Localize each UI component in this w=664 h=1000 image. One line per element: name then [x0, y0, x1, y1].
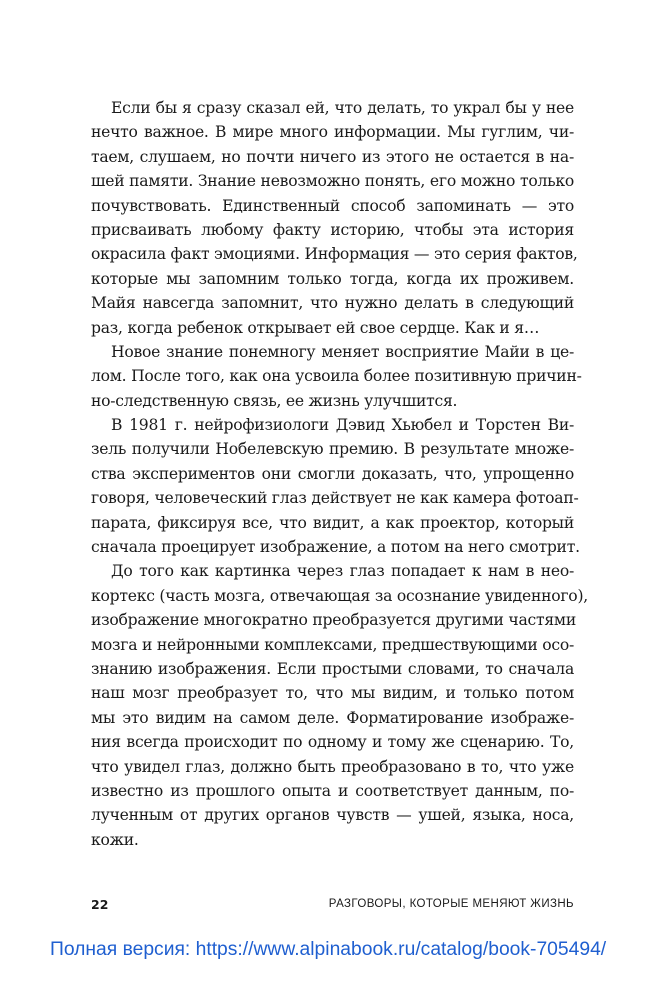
text-line: которые мы запомним только тогда, когда их проживем. — [91, 269, 574, 288]
text-line: зель получили Нобелевскую премию. В результате множе- — [91, 440, 574, 459]
text-line: известно из прошлого опыта и соответствует данным, по- — [91, 781, 574, 800]
text-line: В 1981 г. нейрофизиологи Дэвид Хьюбел и Торстен Ви- — [111, 416, 574, 435]
text-line: шей памяти. Знание невозможно понять, его можно только — [91, 172, 574, 191]
running-title: РАЗГОВОРЫ, КОТОРЫЕ МЕНЯЮТ ЖИЗНЬ — [328, 898, 574, 910]
page-number: 22 — [91, 897, 109, 912]
text-line: кожи. — [91, 830, 139, 849]
text-line: лученным от других органов чувств — ушей, языка, носа, — [91, 806, 574, 825]
page-body-text — [91, 96, 588, 852]
text-line: окрасила факт эмоциями. Информация — это серия фактов, — [91, 245, 578, 264]
text-line: кортекс (часть мозга, отвечающая за осознание увиденного), — [91, 586, 588, 605]
text-line: присваивать любому факту историю, чтобы эта история — [91, 220, 574, 239]
text-line: таем, слушаем, но почти ничего из этого не остается в на- — [91, 147, 574, 166]
text-line: лом. После того, как она усвоила более позитивную причин- — [91, 367, 582, 386]
text-line: ния всегда происходит по одному и тому же сценарию. То, — [91, 733, 574, 752]
text-line: наш мозг преобразует то, что мы видим, и только потом — [91, 684, 574, 703]
text-line: мозга и нейронными комплексами, предшествующими осо- — [91, 635, 574, 654]
text-line: Если бы я сразу сказал ей, что делать, то украл бы у нее — [111, 99, 574, 117]
text-line: сначала проецирует изображение, а потом на него смотрит. — [91, 538, 580, 557]
text-line: что увидел глаз, должно быть преобразовано в то, что уже — [91, 757, 574, 776]
text-line: изображение многократно преобразуется другими частями — [91, 611, 576, 630]
text-line: знанию изображения. Если простыми словами, то сначала — [91, 659, 574, 678]
full-version-link[interactable]: Полная версия: https://www.alpinabook.ru/catalog/book-705494/ — [50, 939, 607, 960]
text-line: говоря, человеческий глаз действует не как камера фотоап- — [91, 489, 579, 508]
text-line: До того как картинка через глаз попадает к нам в нео- — [111, 562, 574, 581]
text-line: раз, когда ребенок открывает ей свое сердце. Как и я… — [91, 318, 540, 337]
text-line: но-следственную связь, ее жизнь улучшится. — [91, 391, 458, 410]
text-line: Майя навсегда запомнит, что нужно делать в следующий — [91, 294, 574, 313]
text-line: Новое знание понемногу меняет восприятие Майи в це- — [111, 342, 574, 361]
text-line: мы это видим на самом деле. Форматирование изображе- — [91, 708, 574, 727]
text-line: нечто важное. В мире много информации. Мы гуглим, чи- — [91, 123, 574, 142]
text-line: почувствовать. Единственный способ запоминать — это — [91, 196, 574, 215]
text-line: ства экспериментов они смогли доказать, что, упрощенно — [91, 464, 574, 483]
text-line: парата, фиксируя все, что видит, а как проектор, который — [91, 513, 574, 532]
